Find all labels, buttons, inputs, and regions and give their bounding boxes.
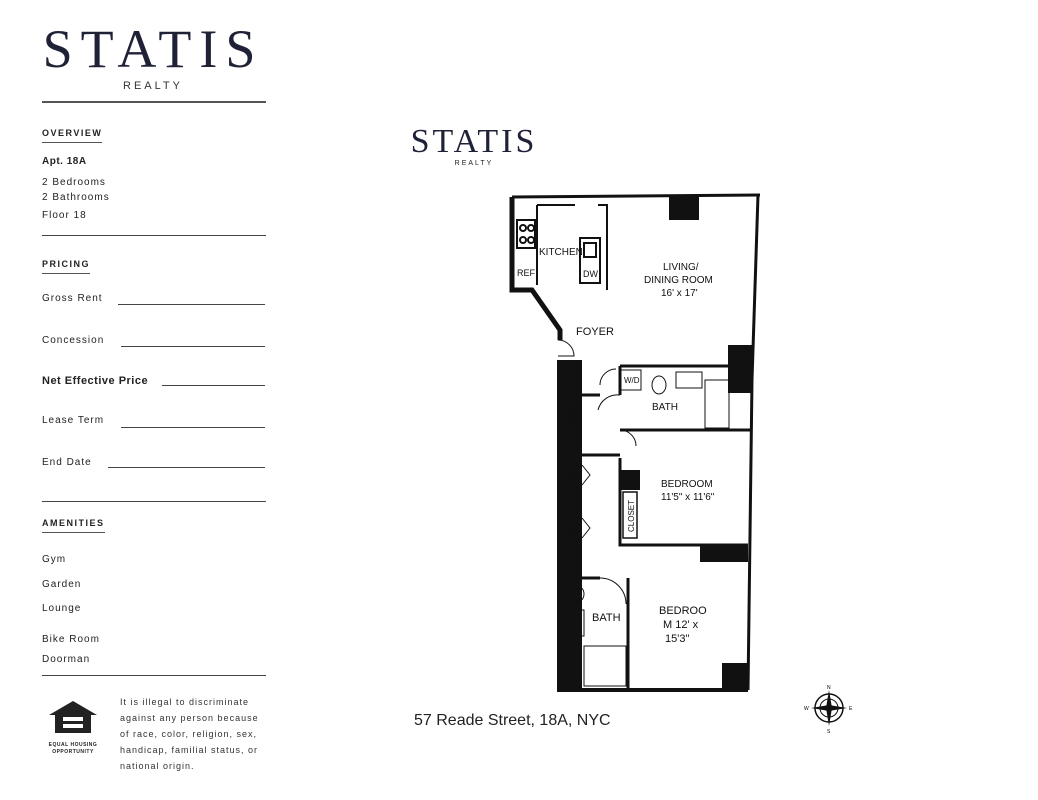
divider <box>42 235 266 236</box>
bath1-fixtures <box>598 369 729 428</box>
amenity-item: Doorman <box>42 654 91 665</box>
kitchen-label: KITCHEN <box>539 247 583 258</box>
gross-rent-field[interactable] <box>118 304 265 305</box>
amenities-heading: AMENITIES <box>42 518 105 533</box>
compass-s: S <box>827 729 831 734</box>
clos-label: CLOS <box>567 404 574 424</box>
living-label-2: DINING ROOM <box>644 275 713 286</box>
ref-label: REF <box>517 268 535 278</box>
gross-rent-label: Gross Rent <box>42 293 103 304</box>
closet-c-label: CLOSET <box>627 499 636 532</box>
net-effective-label: Net Effective Price <box>42 375 149 387</box>
closet-doors <box>582 465 590 538</box>
bedrooms: 2 Bedrooms <box>42 177 106 188</box>
brand-name: STATIS <box>42 19 264 79</box>
divider <box>42 675 266 676</box>
brand-logo <box>40 20 266 92</box>
compass-n: N <box>827 685 831 691</box>
plan-brand-name: STATIS <box>410 123 538 160</box>
equal-housing-line2: OPPORTUNITY <box>52 749 94 755</box>
disclaimer: It is illegal to discriminate against any person because of race, color, religion, sex, handicap, familial status, or national origin. <box>120 697 259 771</box>
closet-b-label: CLOSET <box>567 519 576 552</box>
closet-a-label: CLOSET <box>567 467 576 500</box>
floor-plan <box>500 185 770 695</box>
bedroom1-dimensions: 11'5" x 11'6" <box>661 492 715 503</box>
living-dimensions: 16' x 17' <box>661 288 698 299</box>
overview-heading: OVERVIEW <box>42 128 102 143</box>
lease-term-label: Lease Term <box>42 415 105 426</box>
dw-label: DW <box>583 269 598 279</box>
compass-e: E <box>849 706 853 712</box>
bathrooms: 2 Bathrooms <box>42 192 110 203</box>
bedroom2-label-1: BEDROO <box>659 605 707 617</box>
equal-housing-logo <box>42 700 104 756</box>
concession-field[interactable] <box>121 346 265 347</box>
concession-label: Concession <box>42 335 105 346</box>
lease-term-field[interactable] <box>121 427 265 428</box>
wd-label: W/D <box>624 376 640 385</box>
end-date-label: End Date <box>42 457 92 468</box>
bedroom1-door <box>620 430 636 446</box>
plan-brand-sub: REALTY <box>454 160 494 167</box>
pricing-heading: PRICING <box>42 259 90 274</box>
bedroom2-label-3: 15'3" <box>665 633 690 645</box>
bedroom1-label: BEDROOM <box>661 479 713 490</box>
equal-housing-line1: EQUAL HOUSING <box>48 742 98 748</box>
equal-housing-icon <box>48 700 98 734</box>
bath1-label: BATH <box>652 402 678 413</box>
address: 57 Reade Street, 18A, NYC <box>414 712 611 729</box>
divider <box>42 501 266 502</box>
floor: Floor 18 <box>42 210 87 221</box>
net-effective-field[interactable] <box>162 385 265 386</box>
amenity-item: Garden <box>42 579 82 590</box>
foyer-label: FOYER <box>576 326 614 338</box>
apt-number: Apt. 18A <box>42 156 87 167</box>
plan-brand-logo <box>404 124 544 167</box>
compass-w: W <box>804 706 809 712</box>
divider <box>42 101 266 103</box>
amenity-item: Gym <box>42 554 67 565</box>
end-date-field[interactable] <box>108 467 265 468</box>
brand-sub: REALTY <box>123 80 183 92</box>
amenity-item: Bike Room <box>42 634 100 645</box>
bedroom2-label-2: M 12' x <box>663 619 699 631</box>
amenity-item: Lounge <box>42 603 82 614</box>
entry-door <box>558 340 574 356</box>
living-label-1: LIVING/ <box>663 262 699 273</box>
compass-icon <box>804 684 854 734</box>
bath2-label: BATH <box>592 612 621 624</box>
